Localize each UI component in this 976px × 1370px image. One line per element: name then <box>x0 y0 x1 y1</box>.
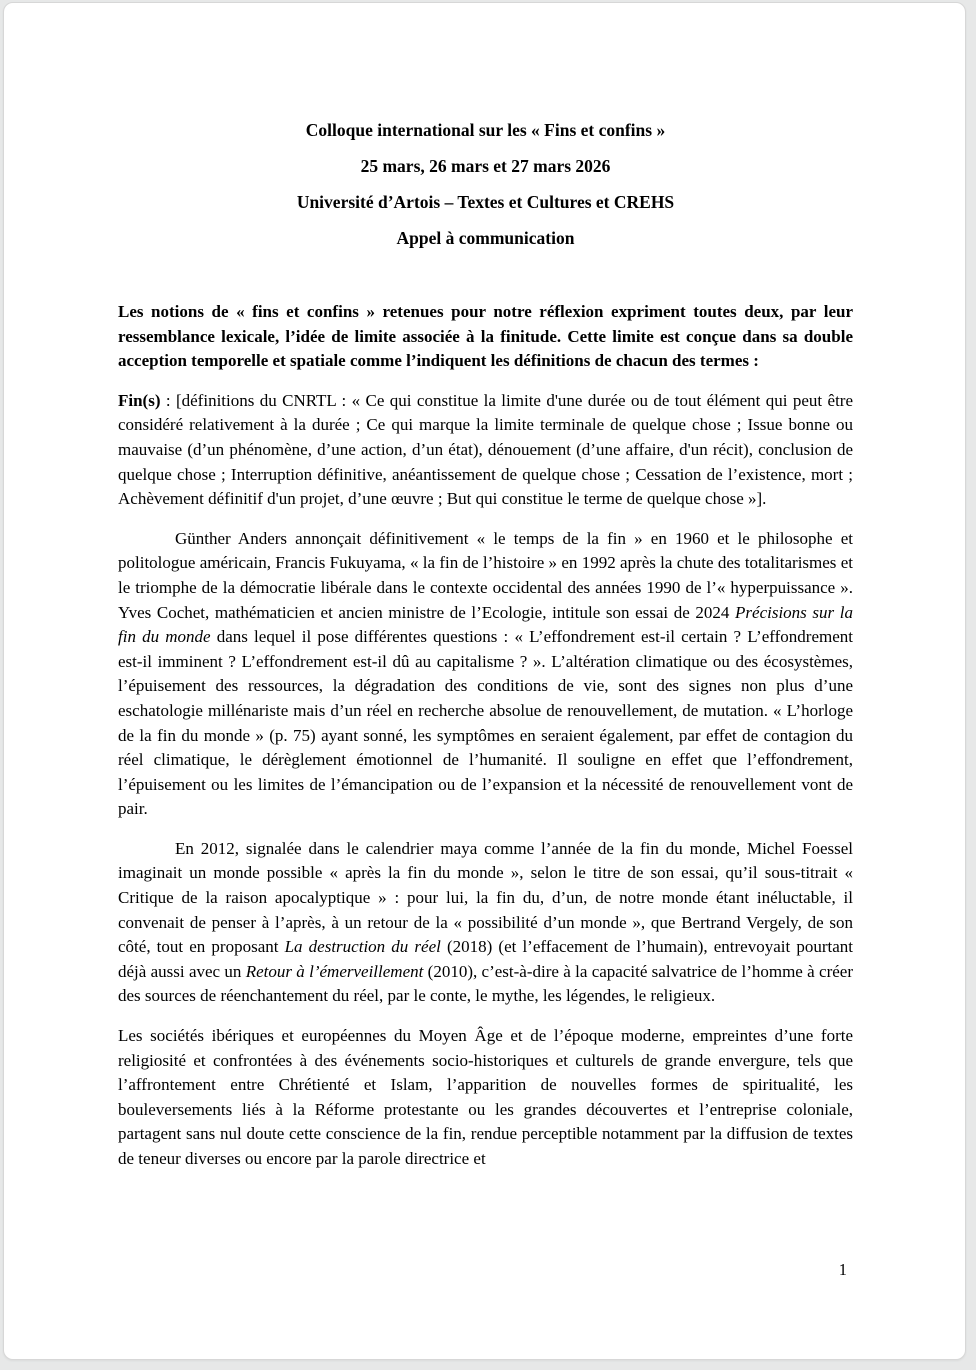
text-segment: Les notions de « fins et confins » retenues pour notre réflexion expriment toutes deux, par leur ressemblance lexicale, l’idée de limite associée à la finitude. Cette limite est conçue dans sa double acception temporelle et spatiale comme l’indiquent les définitions de chacun des termes : <box>118 302 853 371</box>
document-page <box>3 2 966 1360</box>
paragraph-iberian-societies <box>118 1024 853 1172</box>
book-title-retour-emerveillement: Retour à l’émerveillement <box>245 961 424 981</box>
text-segment: Günther Anders annonçait définitivement « le temps de la fin » en 1960 et le philosophe et politologue américain, Francis Fukuyama, « la fin de l’histoire » en 1992 après la chute des totalitarismes et le triomphe de la démocratie libérale dans le contexte occidental des années 1990 de l’« hyperpuissance ». Yves Cochet, mathématicien et ancien ministre de l’Ecologie, intitule son essai de 2024 <box>118 528 853 622</box>
paragraph-intro <box>118 300 853 374</box>
colloquium-dates: 25 mars, 26 mars et 27 mars 2026 <box>360 156 611 176</box>
page-content <box>4 3 965 1172</box>
body-text <box>118 300 853 1172</box>
text-segment: Les sociétés ibériques et européennes du Moyen Âge et de l’époque moderne, empreintes d’une forte religiosité et confrontées à des événements socio-historiques et culturels de grande envergure, tels que l’affrontement entre Chrétienté et Islam, l’apparition de nouvelles formes de spiritualité, les bouleversements liés à la Réforme protestante ou les grandes découvertes et l’entreprise coloniale, partagent sans nul doute cette conscience de la fin, rendue perceptible notamment par la diffusion de textes de teneur diverses ou encore par la parole directrice et <box>118 1026 853 1168</box>
title-block <box>118 118 853 250</box>
book-title-destruction-du-reel: La destruction du réel <box>284 937 441 957</box>
paragraph-foessel-vergely <box>118 837 853 1009</box>
colloquium-title: Colloque international sur les « Fins et confins » <box>305 120 666 140</box>
paragraph-definition-fins <box>118 389 853 512</box>
text-segment: dans lequel il pose différentes questions : « L’effondrement est-il certain ? L’effondrement est-il imminent ? L’effondrement est-il dû au capitalisme ? ». L’altération climatique ou des écosystèmes, l’épuisement des ressources, la dégradation des conditions de vie, sont des signes non plus d’une eschatologie millénariste mais d’un réel en recherche absolue de renouvellement, de mutation. « L’horloge de la fin du monde » (p. 75) ayant sonné, les symptômes en seraient également, par effet de contagion du réel climatique, le dérèglement émotionnel de l’humanité. Il souligne en effet que l’effondrement, l’épuisement ou les limites de l’émancipation ou de l’expansion et la nécessité de renouvellement vont de pair. <box>118 627 853 819</box>
paragraph-anders-cochet <box>118 527 853 822</box>
book-title-precisions: Précisions sur la fin du monde <box>118 602 853 647</box>
colloquium-institution: Université d’Artois – Textes et Cultures et CREHS <box>296 192 675 212</box>
term-fins: Fin(s) <box>118 390 161 410</box>
page-number: 1 <box>838 1260 847 1279</box>
document-subtitle: Appel à communication <box>396 228 575 248</box>
text-segment: (2018) (et l’effacement de l’humain), entrevoyait pourtant déjà aussi avec un <box>118 937 853 981</box>
text-segment: : [définitions du CNRTL : « Ce qui constitue la limite d'une durée ou de tout élément qui peut être considéré relativement à la durée ; Ce qui marque la limite terminale de quelque chose ; Issue bonne ou mauvaise (d’un phénomène, d’une action, d’un état), dénouement (d’une affaire, d'un récit), conclusion de quelque chose ; Interruption définitive, anéantissement de quelque chose ; Cessation de l’existence, mort ; Achèvement définitif d'un projet, d’une œuvre ; But qui constitue le terme de quelque chose »]. <box>118 390 853 509</box>
text-segment: (2010), c’est-à-dire à la capacité salvatrice de l’homme à créer des sources de réenchantement du réel, par le conte, le mythe, les légendes, le religieux. <box>118 961 853 1006</box>
text-segment: En 2012, signalée dans le calendrier maya comme l’année de la fin du monde, Michel Foessel imaginait un monde possible « après la fin du monde », selon le titre de son essai, qu’il sous-titrait « Critique de la raison apocalyptique » : pour lui, la fin du, d’un, de notre monde étant inéluctable, il convenait de penser à l’après, à un retour de la « possibilité d’un monde », que Bertrand Vergely, de son côté, tout en proposant <box>118 838 853 957</box>
